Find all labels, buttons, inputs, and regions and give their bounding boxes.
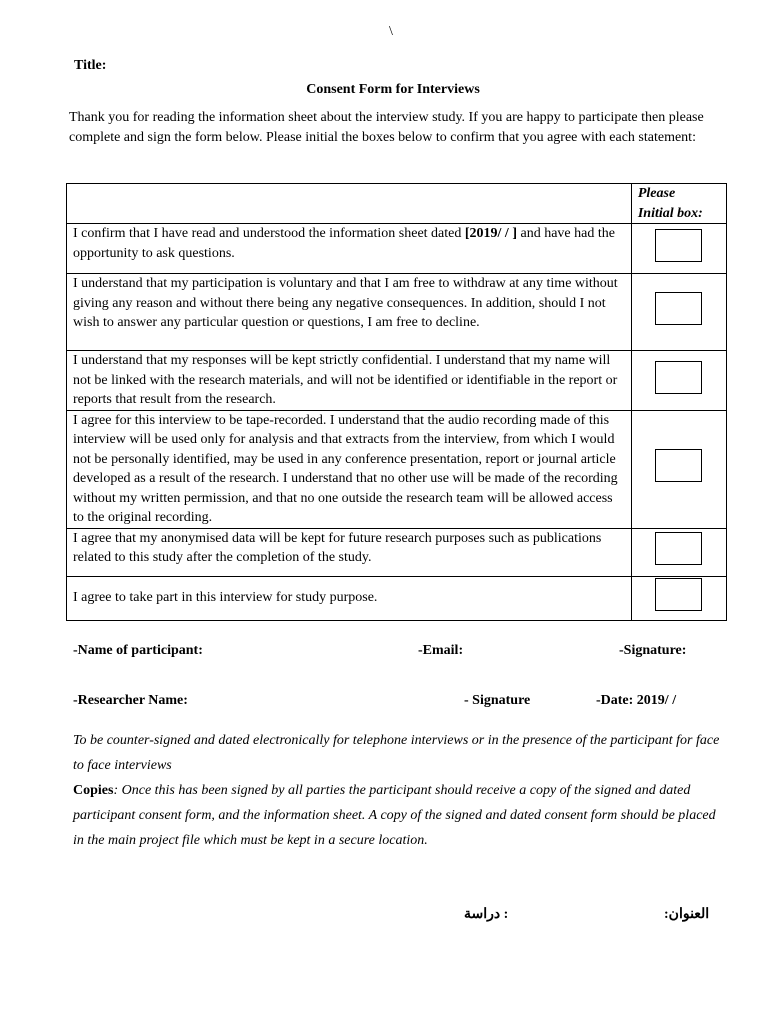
statement-text: I confirm that I have read and understood the information sheet dated: [73, 226, 465, 241]
participant-signature-field[interactable]: -Signature:: [619, 643, 687, 658]
header-line-1: Please: [637, 186, 676, 201]
initial-box-header: [631, 184, 726, 224]
initial-box-cell: [631, 274, 726, 351]
title-label: Title:: [74, 58, 107, 73]
table-row: [67, 274, 727, 351]
statement-cell: I agree for this interview to be tape-recorded. I understand that the audio recording made of this interview will be used only for analysis and that extracts from the interview, from which I would not be personally identified, may be used in any conference presentation, report or journal article developed as a result of the research. I understand that no other use will be made of the recording without my written permission, and that no one outside the research team will be allowed access to the original recording.: [67, 410, 632, 528]
initial-box[interactable]: [655, 578, 702, 611]
arabic-title-label: العنوان:: [664, 907, 710, 922]
table-row: [67, 528, 727, 576]
table-row: [67, 576, 727, 620]
copies-paragraph: [73, 778, 723, 853]
initial-box-cell: [631, 410, 726, 528]
instructions-note: [73, 728, 723, 853]
copies-text: : Once this has been signed by all parties the participant should receive a copy of the signed and dated participant consent form, and the information sheet. A copy of the signed and dated consent form should be placed in the main project file which must be kept in a secure location.: [73, 783, 716, 848]
initial-box-cell: [631, 576, 726, 620]
form-title: Consent Form for Interviews: [306, 82, 480, 97]
statement-cell: [67, 224, 632, 274]
consent-table: [66, 183, 727, 621]
initial-box-cell: [631, 351, 726, 411]
copies-label: Copies: [73, 783, 114, 798]
email-field[interactable]: -Email:: [418, 643, 464, 658]
statement-cell: I agree that my anonymised data will be kept for future research purposes such as publications related to this study after the completion of the study.: [67, 528, 632, 576]
statement-text: and have had the opportunity to ask questions.: [73, 226, 615, 261]
statement-cell: I understand that my participation is voluntary and that I am free to withdraw at any time without giving any reason and without there being any negative consequences. In addition, should I not wish to answer any particular question or questions, I am free to decline.: [67, 274, 632, 351]
initial-box[interactable]: [655, 292, 702, 325]
date-field[interactable]: -Date: 2019/ /: [596, 693, 677, 708]
table-header-row: [67, 184, 727, 224]
initial-box[interactable]: [655, 532, 702, 565]
header-line-2: Initial box:: [637, 205, 703, 221]
participant-name-field[interactable]: -Name of participant:: [73, 643, 203, 658]
initial-box[interactable]: [655, 229, 702, 262]
initial-box-cell: [631, 528, 726, 576]
statement-cell: I understand that my responses will be kept strictly confidential. I understand that my name will not be linked with the research materials, and will not be identified or identifiable in the report or reports that result from the research.: [67, 351, 632, 411]
researcher-name-field[interactable]: -Researcher Name:: [73, 693, 188, 708]
initial-box[interactable]: [655, 361, 702, 394]
arabic-study-label: : دراسة: [464, 907, 509, 922]
statement-cell: I agree to take part in this interview for study purpose.: [67, 576, 632, 620]
initial-box-cell: [631, 224, 726, 274]
table-row: [67, 224, 727, 274]
researcher-signature-field[interactable]: - Signature: [464, 693, 531, 708]
header-blank-cell: [67, 184, 632, 224]
date-placeholder: [2019/ / ]: [464, 226, 517, 241]
intro-paragraph: Thank you for reading the information sheet about the interview study. If you are happy to participate then please complete and sign the form below. Please initial the boxes below to confirm that you agree with each statement:: [69, 110, 704, 145]
table-row: [67, 410, 727, 528]
initial-box[interactable]: [655, 449, 702, 482]
counter-signed-text: To be counter-signed and dated electronically for telephone interviews or in the presence of the participant for face to face interviews: [73, 733, 720, 773]
page-mark: \: [389, 24, 393, 39]
table-row: [67, 351, 727, 411]
